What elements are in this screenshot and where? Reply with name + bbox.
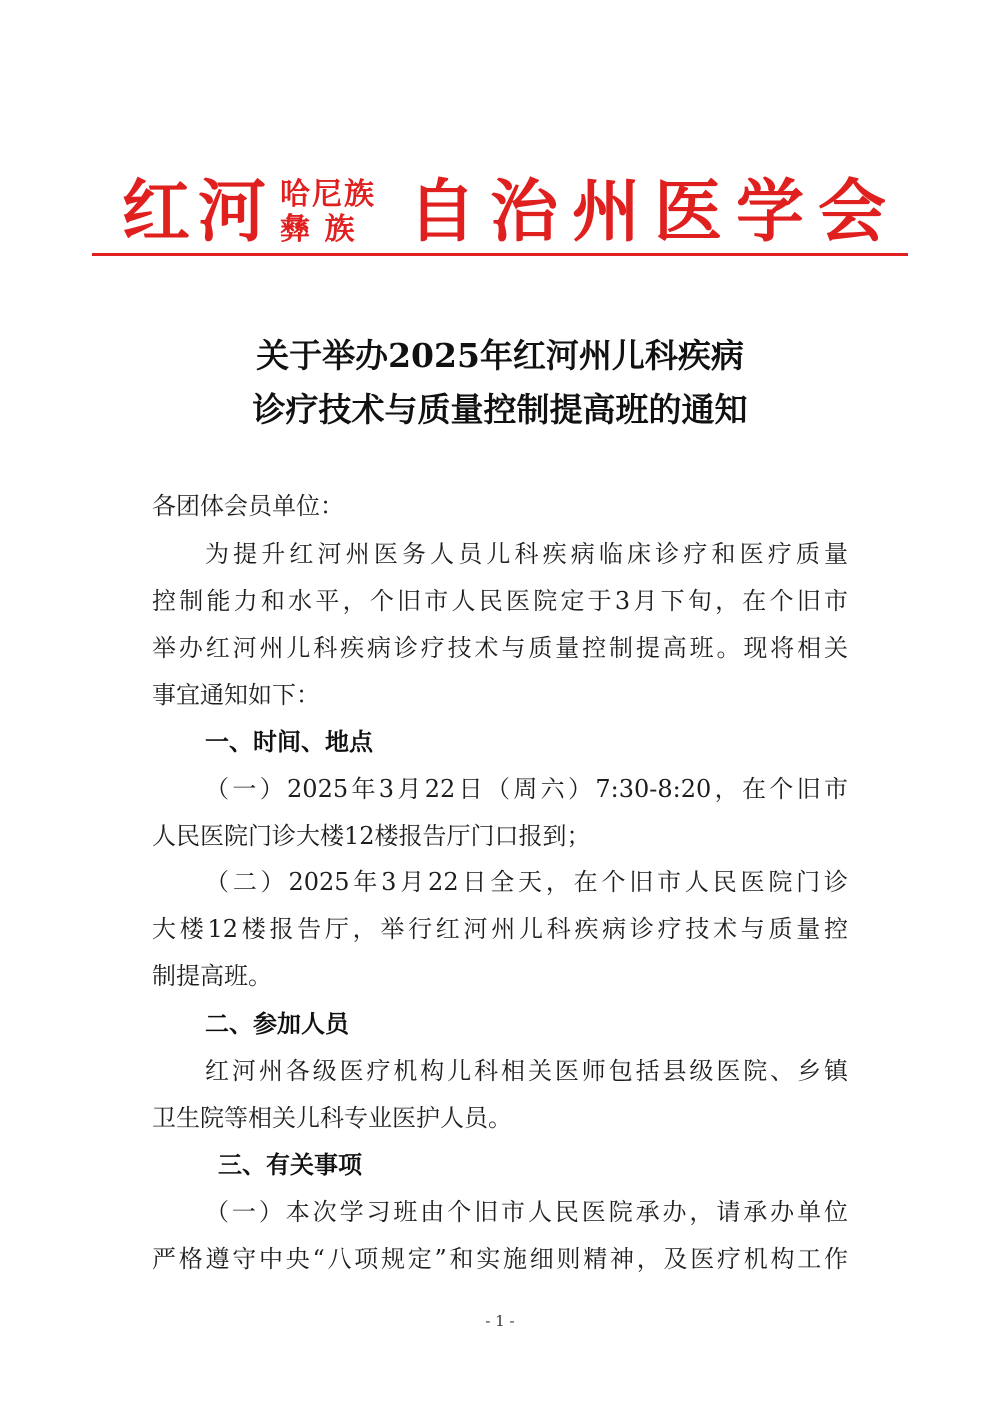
section-2-line-1: 红河州各级医疗机构儿科相关医师包括县级医院、乡镇: [205, 1057, 848, 1085]
intro-line-1: 为提升红河州医务人员儿科疾病临床诊疗和医疗质量: [205, 540, 848, 568]
letterhead-org-char-2: 治: [490, 172, 559, 252]
intro-line-2: 控制能力和水平，个旧市人民医院定于3月下旬，在个旧市: [152, 587, 848, 615]
document-title-line-2: 诊疗技术与质量控制提高班的通知: [252, 390, 748, 429]
section-2-line-2: 卫生院等相关儿科专业医护人员。: [152, 1104, 512, 1132]
letterhead-org-char-6: 会: [818, 172, 887, 252]
section-1-item-2-line-1: （二）2025年3月22日全天，在个旧市人民医院门诊: [205, 868, 848, 896]
section-2-heading: 二、参加人员: [205, 1010, 349, 1038]
letterhead-red-rule: [92, 253, 908, 256]
section-1-item-1-line-1: （一）2025年3月22日（周六）7:30-8:20，在个旧市: [205, 775, 848, 803]
letterhead-org-char-3: 州: [572, 172, 641, 252]
letterhead-ethnic-yi: 彝 族: [280, 212, 357, 247]
section-3-heading: 三、有关事项: [218, 1151, 362, 1179]
salutation: 各团体会员单位：: [152, 492, 344, 520]
section-1-heading: 一、时间、地点: [205, 728, 373, 756]
intro-line-3: 举办红河州儿科疾病诊疗技术与质量控制提高班。现将相关: [152, 634, 848, 662]
section-1-item-1-line-2: 人民医院门诊大楼12楼报告厅门口报到；: [152, 822, 591, 850]
letterhead-char-hong: 红: [122, 172, 191, 252]
section-3-item-1-line-2: 严格遵守中央“八项规定”和实施细则精神，及医疗机构工作: [152, 1245, 848, 1273]
letterhead-org-char-4: 医: [654, 172, 723, 252]
letterhead-char-he: 河: [198, 172, 267, 252]
letterhead-org-char-1: 自: [408, 172, 477, 252]
document-title-line-1: 关于举办2025年红河州儿科疾病: [256, 336, 744, 375]
letterhead-ethnic-hani: 哈尼族: [280, 177, 376, 212]
section-3-item-1-line-1: （一）本次学习班由个旧市人民医院承办，请承办单位: [205, 1198, 848, 1226]
page-number: - 1 -: [485, 1312, 515, 1330]
section-1-item-2-line-3: 制提高班。: [152, 962, 272, 990]
letterhead-org-char-5: 学: [736, 172, 805, 252]
section-1-item-2-line-2: 大楼12楼报告厅，举行红河州儿科疾病诊疗技术与质量控: [152, 915, 848, 943]
intro-line-4: 事宜通知如下：: [152, 681, 320, 709]
